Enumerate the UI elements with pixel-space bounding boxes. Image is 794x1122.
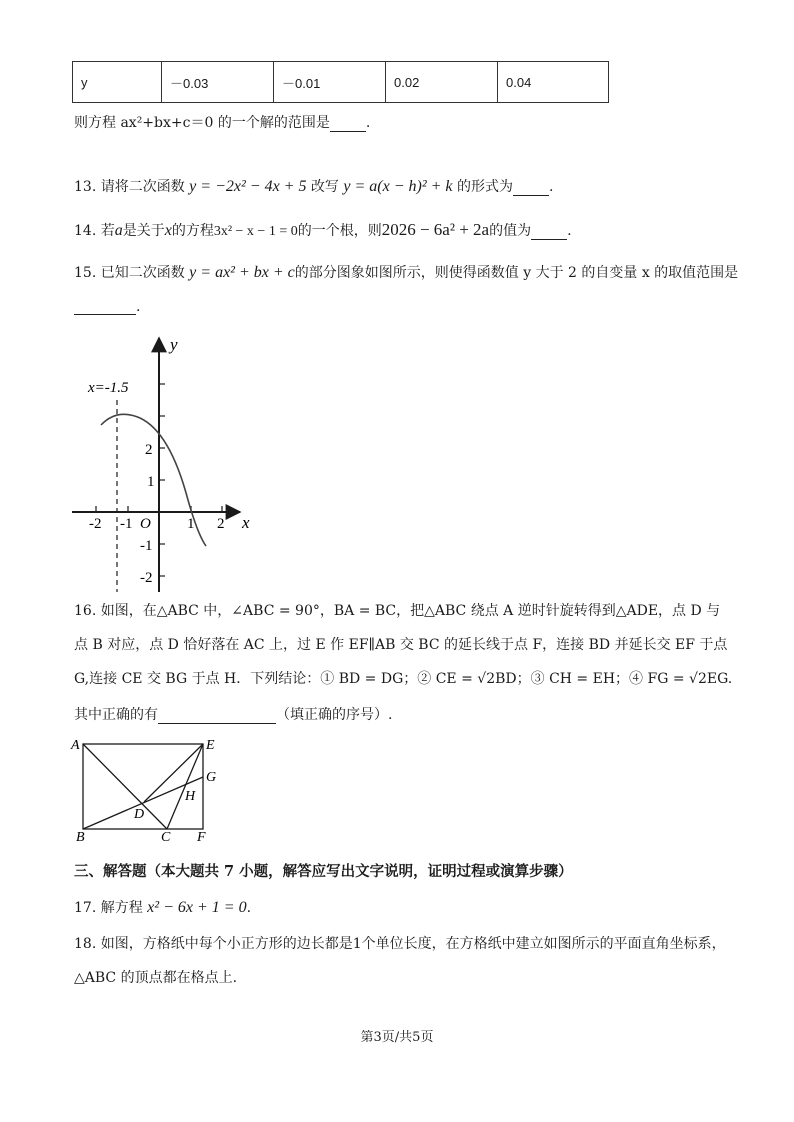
question-14 — [74, 220, 572, 240]
q13-number: 13. — [74, 179, 97, 195]
q12-text — [74, 112, 370, 132]
q14-var-a: a — [114, 222, 123, 239]
q13-end: . — [548, 179, 554, 195]
point-label-c: C — [161, 830, 171, 845]
parabola-graph — [60, 330, 270, 600]
q18-line-2: △ABC 的顶点都在格点上. — [74, 970, 238, 986]
question-13 — [74, 176, 553, 196]
point-label-d: D — [134, 807, 145, 822]
y-axis-label: y — [170, 335, 178, 354]
table-row — [73, 62, 609, 103]
q16-instruction: （填正确的序号）. — [276, 707, 393, 723]
point-label-b: B — [76, 830, 85, 845]
q15-tail: 的部分图象如图所示，则使得函数值 y 大于 2 的自变量 x 的取值范围是 — [294, 265, 739, 281]
q15-text: 已知二次函数 — [100, 265, 185, 281]
q14-text: 若 — [100, 223, 115, 239]
q14-text: 的一个根，则 — [297, 223, 382, 239]
q14-text: 的方程 — [171, 223, 214, 239]
answer-blank — [158, 723, 276, 724]
q16-prompt: 其中正确的有 — [74, 707, 158, 723]
q17-text: 17. 解方程 — [74, 900, 143, 916]
q14-number: 14. — [74, 223, 97, 239]
q14-expression: 2026 − 6a² + 2a — [381, 220, 490, 239]
y-tick-label: -1 — [140, 538, 153, 554]
q14-end: . — [567, 223, 572, 239]
q17-equation: x² − 6x + 1 = 0 — [147, 899, 247, 916]
table-cell: 0.02 — [386, 62, 498, 103]
q14-equation: 3x² − x − 1 = 0 — [213, 224, 298, 239]
q13-equation: y = −2x² − 4x + 5 — [189, 178, 307, 195]
q15-answer-line: . — [74, 296, 140, 315]
x-tick-label: 2 — [217, 516, 225, 532]
geometry-figure — [66, 734, 256, 846]
table-cell: 0.04 — [498, 62, 609, 103]
q13-tail: 的形式为 — [456, 179, 513, 195]
q16-line-4 — [74, 704, 392, 724]
q12-end: . — [365, 115, 371, 131]
y-tick-label: 1 — [147, 474, 155, 490]
q14-var-x: x — [164, 222, 172, 239]
q15-number: 15. — [74, 265, 97, 281]
point-label-g: G — [206, 770, 217, 785]
answer-blank — [531, 239, 567, 240]
symmetry-label: x=-1.5 — [88, 380, 129, 396]
page-footer: 第3页/共5页 — [360, 1030, 434, 1045]
q14-text: 是关于 — [122, 223, 165, 239]
q18-line-1: 18. 如图，方格纸中每个小正方形的边长都是1个单位长度，在方格纸中建立如图所示的平面直角坐标系， — [74, 936, 726, 952]
answer-blank — [74, 296, 136, 315]
q12-prompt: 则方程 ax²+bx+c＝0 的一个解的范围是 — [74, 115, 330, 131]
origin-label: O — [140, 516, 151, 532]
q14-text: 的值为 — [489, 223, 532, 239]
q16-line-1: 16. 如图，在△ABC 中，∠ABC = 90°，BA = BC，把△ABC 绕点 A 逆时针旋转得到△ADE，点 D 与 — [74, 603, 721, 619]
q13-text: 请将二次函数 — [100, 179, 185, 195]
x-tick-label: -1 — [120, 516, 133, 532]
table-cell: －0.03 — [162, 62, 274, 103]
x-tick-label: 1 — [187, 516, 195, 532]
y-tick-label: 2 — [145, 442, 153, 458]
y-tick-label: -2 — [140, 570, 153, 586]
q13-vertex-form: y = a(x − h)² + k — [343, 178, 453, 195]
question-15 — [74, 262, 738, 282]
section-heading: 三、解答题（本大题共 7 小题，解答应写出文字说明，证明过程或演算步骤） — [74, 863, 573, 880]
q16-line-2: 点 B 对应，点 D 恰好落在 AC 上，过 E 作 EF∥AB 交 BC 的延长线于点 F，连接 BD 并延长交 EF 于点 — [74, 637, 728, 653]
q15-equation: y = ax² + bx + c — [189, 264, 295, 281]
q16-line-3: G,连接 CE 交 BG 于点 H．下列结论：① BD = DG；② CE = √2BD；③ CH = EH；④ FG = √2EG. — [74, 671, 733, 687]
question-17 — [74, 897, 251, 917]
answer-blank — [330, 131, 366, 132]
point-label-f: F — [197, 830, 206, 845]
x-axis-label: x — [242, 513, 250, 532]
point-label-a: A — [71, 738, 80, 753]
values-table — [72, 61, 609, 103]
q13-mid: 改写 — [310, 179, 339, 195]
answer-blank — [513, 195, 549, 196]
point-label-e: E — [206, 738, 215, 753]
point-label-h: H — [185, 789, 196, 804]
q17-end: . — [246, 900, 252, 916]
table-cell: －0.01 — [274, 62, 386, 103]
table-cell: y — [73, 62, 162, 103]
x-tick-label: -2 — [89, 516, 102, 532]
